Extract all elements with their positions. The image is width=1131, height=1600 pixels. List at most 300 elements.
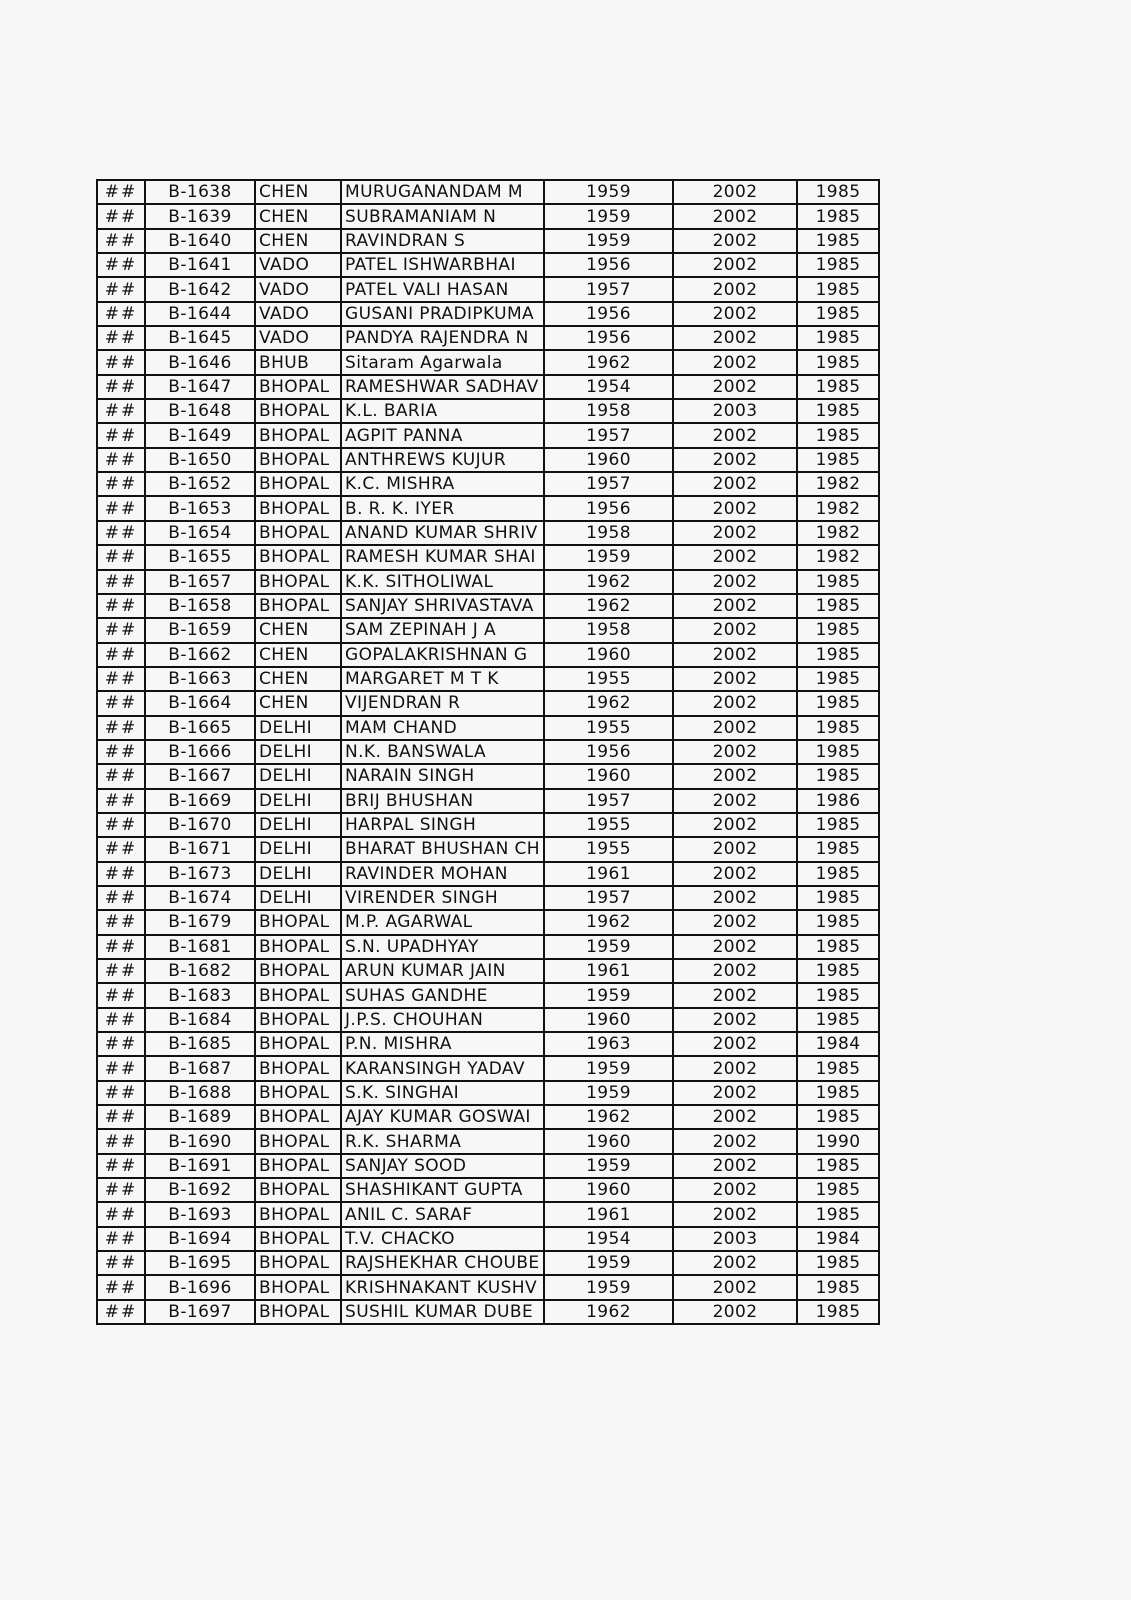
year-cell: 2002 bbox=[673, 1105, 797, 1129]
table-row bbox=[97, 935, 879, 959]
row-index-cell: ## bbox=[97, 691, 145, 715]
birth-year-cell: 1956 bbox=[544, 326, 673, 350]
year-cell: 2002 bbox=[673, 448, 797, 472]
code-cell: B-1638 bbox=[145, 180, 255, 204]
city-cell: BHOPAL bbox=[255, 1275, 341, 1299]
row-index-cell: ## bbox=[97, 375, 145, 399]
year-cell: 2002 bbox=[673, 472, 797, 496]
year-cell: 2002 bbox=[673, 959, 797, 983]
birth-year-cell: 1955 bbox=[544, 667, 673, 691]
year-cell: 2002 bbox=[673, 496, 797, 520]
row-index-cell: ## bbox=[97, 716, 145, 740]
joining-year-cell: 1985 bbox=[797, 1008, 879, 1032]
birth-year-cell: 1960 bbox=[544, 448, 673, 472]
city-cell: BHOPAL bbox=[255, 375, 341, 399]
joining-year-cell: 1985 bbox=[797, 1251, 879, 1275]
table-row bbox=[97, 570, 879, 594]
row-index-cell: ## bbox=[97, 959, 145, 983]
name-cell: P.N. MISHRA bbox=[341, 1032, 544, 1056]
table-row bbox=[97, 399, 879, 423]
code-cell: B-1644 bbox=[145, 302, 255, 326]
joining-year-cell: 1985 bbox=[797, 594, 879, 618]
code-cell: B-1683 bbox=[145, 983, 255, 1007]
code-cell: B-1669 bbox=[145, 789, 255, 813]
name-cell: K.L. BARIA bbox=[341, 399, 544, 423]
table-row bbox=[97, 837, 879, 861]
city-cell: BHOPAL bbox=[255, 910, 341, 934]
row-index-cell: ## bbox=[97, 570, 145, 594]
city-cell: CHEN bbox=[255, 667, 341, 691]
code-cell: B-1649 bbox=[145, 423, 255, 447]
name-cell: ARUN KUMAR JAIN bbox=[341, 959, 544, 983]
table-row bbox=[97, 594, 879, 618]
name-cell: RAVINDER MOHAN bbox=[341, 862, 544, 886]
name-cell: R.K. SHARMA bbox=[341, 1129, 544, 1153]
code-cell: B-1653 bbox=[145, 496, 255, 520]
row-index-cell: ## bbox=[97, 862, 145, 886]
year-cell: 2002 bbox=[673, 594, 797, 618]
birth-year-cell: 1960 bbox=[544, 1129, 673, 1153]
year-cell: 2002 bbox=[673, 1251, 797, 1275]
joining-year-cell: 1985 bbox=[797, 1275, 879, 1299]
code-cell: B-1658 bbox=[145, 594, 255, 618]
year-cell: 2002 bbox=[673, 740, 797, 764]
year-cell: 2002 bbox=[673, 253, 797, 277]
city-cell: BHOPAL bbox=[255, 1251, 341, 1275]
table-row bbox=[97, 886, 879, 910]
code-cell: B-1645 bbox=[145, 326, 255, 350]
birth-year-cell: 1956 bbox=[544, 496, 673, 520]
joining-year-cell: 1985 bbox=[797, 1202, 879, 1226]
year-cell: 2002 bbox=[673, 545, 797, 569]
code-cell: B-1690 bbox=[145, 1129, 255, 1153]
year-cell: 2003 bbox=[673, 1227, 797, 1251]
city-cell: VADO bbox=[255, 253, 341, 277]
row-index-cell: ## bbox=[97, 1202, 145, 1226]
code-cell: B-1688 bbox=[145, 1081, 255, 1105]
row-index-cell: ## bbox=[97, 1300, 145, 1324]
joining-year-cell: 1985 bbox=[797, 764, 879, 788]
code-cell: B-1652 bbox=[145, 472, 255, 496]
birth-year-cell: 1954 bbox=[544, 1227, 673, 1251]
code-cell: B-1684 bbox=[145, 1008, 255, 1032]
city-cell: BHOPAL bbox=[255, 594, 341, 618]
city-cell: DELHI bbox=[255, 740, 341, 764]
name-cell: K.C. MISHRA bbox=[341, 472, 544, 496]
name-cell: ANIL C. SARAF bbox=[341, 1202, 544, 1226]
birth-year-cell: 1960 bbox=[544, 1178, 673, 1202]
joining-year-cell: 1985 bbox=[797, 180, 879, 204]
table-row bbox=[97, 375, 879, 399]
year-cell: 2002 bbox=[673, 1081, 797, 1105]
row-index-cell: ## bbox=[97, 350, 145, 374]
table-row bbox=[97, 1056, 879, 1080]
table-row bbox=[97, 229, 879, 253]
row-index-cell: ## bbox=[97, 1251, 145, 1275]
city-cell: BHOPAL bbox=[255, 959, 341, 983]
row-index-cell: ## bbox=[97, 253, 145, 277]
joining-year-cell: 1985 bbox=[797, 1178, 879, 1202]
city-cell: CHEN bbox=[255, 180, 341, 204]
table-row bbox=[97, 1227, 879, 1251]
birth-year-cell: 1962 bbox=[544, 350, 673, 374]
birth-year-cell: 1961 bbox=[544, 1202, 673, 1226]
birth-year-cell: 1956 bbox=[544, 740, 673, 764]
row-index-cell: ## bbox=[97, 1275, 145, 1299]
birth-year-cell: 1962 bbox=[544, 1105, 673, 1129]
joining-year-cell: 1982 bbox=[797, 472, 879, 496]
table-row bbox=[97, 1178, 879, 1202]
city-cell: BHOPAL bbox=[255, 1227, 341, 1251]
code-cell: B-1689 bbox=[145, 1105, 255, 1129]
code-cell: B-1650 bbox=[145, 448, 255, 472]
name-cell: B. R. K. IYER bbox=[341, 496, 544, 520]
code-cell: B-1639 bbox=[145, 204, 255, 228]
table-row bbox=[97, 496, 879, 520]
table-row bbox=[97, 813, 879, 837]
table-row bbox=[97, 472, 879, 496]
row-index-cell: ## bbox=[97, 204, 145, 228]
table-row bbox=[97, 521, 879, 545]
year-cell: 2002 bbox=[673, 1275, 797, 1299]
table-row bbox=[97, 643, 879, 667]
row-index-cell: ## bbox=[97, 1056, 145, 1080]
joining-year-cell: 1985 bbox=[797, 691, 879, 715]
row-index-cell: ## bbox=[97, 1178, 145, 1202]
table-row bbox=[97, 983, 879, 1007]
joining-year-cell: 1985 bbox=[797, 935, 879, 959]
birth-year-cell: 1959 bbox=[544, 1056, 673, 1080]
year-cell: 2002 bbox=[673, 302, 797, 326]
name-cell: GOPALAKRISHNAN G bbox=[341, 643, 544, 667]
row-index-cell: ## bbox=[97, 886, 145, 910]
name-cell: SUHAS GANDHE bbox=[341, 983, 544, 1007]
year-cell: 2002 bbox=[673, 1032, 797, 1056]
joining-year-cell: 1985 bbox=[797, 983, 879, 1007]
city-cell: BHOPAL bbox=[255, 423, 341, 447]
birth-year-cell: 1961 bbox=[544, 959, 673, 983]
code-cell: B-1682 bbox=[145, 959, 255, 983]
birth-year-cell: 1959 bbox=[544, 229, 673, 253]
data-table bbox=[96, 179, 880, 1325]
table-row bbox=[97, 1202, 879, 1226]
name-cell: PATEL VALI HASAN bbox=[341, 277, 544, 301]
joining-year-cell: 1984 bbox=[797, 1227, 879, 1251]
name-cell: SUSHIL KUMAR DUBE bbox=[341, 1300, 544, 1324]
code-cell: B-1670 bbox=[145, 813, 255, 837]
city-cell: VADO bbox=[255, 326, 341, 350]
code-cell: B-1695 bbox=[145, 1251, 255, 1275]
code-cell: B-1681 bbox=[145, 935, 255, 959]
name-cell: RAMESH KUMAR SHAI bbox=[341, 545, 544, 569]
birth-year-cell: 1955 bbox=[544, 716, 673, 740]
city-cell: BHOPAL bbox=[255, 935, 341, 959]
year-cell: 2002 bbox=[673, 1008, 797, 1032]
name-cell: M.P. AGARWAL bbox=[341, 910, 544, 934]
year-cell: 2002 bbox=[673, 886, 797, 910]
name-cell: BRIJ BHUSHAN bbox=[341, 789, 544, 813]
city-cell: BHOPAL bbox=[255, 1056, 341, 1080]
name-cell: SHASHIKANT GUPTA bbox=[341, 1178, 544, 1202]
row-index-cell: ## bbox=[97, 910, 145, 934]
name-cell: S.N. UPADHYAY bbox=[341, 935, 544, 959]
row-index-cell: ## bbox=[97, 1227, 145, 1251]
birth-year-cell: 1960 bbox=[544, 764, 673, 788]
row-index-cell: ## bbox=[97, 180, 145, 204]
joining-year-cell: 1982 bbox=[797, 521, 879, 545]
joining-year-cell: 1985 bbox=[797, 326, 879, 350]
city-cell: CHEN bbox=[255, 691, 341, 715]
row-index-cell: ## bbox=[97, 837, 145, 861]
birth-year-cell: 1957 bbox=[544, 277, 673, 301]
city-cell: BHOPAL bbox=[255, 1300, 341, 1324]
row-index-cell: ## bbox=[97, 643, 145, 667]
table-row bbox=[97, 1154, 879, 1178]
code-cell: B-1673 bbox=[145, 862, 255, 886]
year-cell: 2002 bbox=[673, 1178, 797, 1202]
name-cell: BHARAT BHUSHAN CH bbox=[341, 837, 544, 861]
code-cell: B-1662 bbox=[145, 643, 255, 667]
row-index-cell: ## bbox=[97, 423, 145, 447]
city-cell: BHOPAL bbox=[255, 521, 341, 545]
joining-year-cell: 1985 bbox=[797, 910, 879, 934]
code-cell: B-1679 bbox=[145, 910, 255, 934]
city-cell: BHUB bbox=[255, 350, 341, 374]
name-cell: Sitaram Agarwala bbox=[341, 350, 544, 374]
table-row bbox=[97, 1300, 879, 1324]
year-cell: 2002 bbox=[673, 350, 797, 374]
joining-year-cell: 1985 bbox=[797, 423, 879, 447]
year-cell: 2002 bbox=[673, 643, 797, 667]
table-row bbox=[97, 764, 879, 788]
city-cell: CHEN bbox=[255, 618, 341, 642]
table-row bbox=[97, 253, 879, 277]
year-cell: 2002 bbox=[673, 326, 797, 350]
birth-year-cell: 1957 bbox=[544, 423, 673, 447]
name-cell: NARAIN SINGH bbox=[341, 764, 544, 788]
name-cell: MARGARET M T K bbox=[341, 667, 544, 691]
name-cell: SAM ZEPINAH J A bbox=[341, 618, 544, 642]
row-index-cell: ## bbox=[97, 813, 145, 837]
year-cell: 2002 bbox=[673, 570, 797, 594]
code-cell: B-1646 bbox=[145, 350, 255, 374]
table-row bbox=[97, 1251, 879, 1275]
code-cell: B-1663 bbox=[145, 667, 255, 691]
birth-year-cell: 1959 bbox=[544, 204, 673, 228]
code-cell: B-1647 bbox=[145, 375, 255, 399]
birth-year-cell: 1955 bbox=[544, 813, 673, 837]
joining-year-cell: 1985 bbox=[797, 1154, 879, 1178]
joining-year-cell: 1985 bbox=[797, 350, 879, 374]
joining-year-cell: 1986 bbox=[797, 789, 879, 813]
code-cell: B-1693 bbox=[145, 1202, 255, 1226]
table-row bbox=[97, 180, 879, 204]
row-index-cell: ## bbox=[97, 740, 145, 764]
row-index-cell: ## bbox=[97, 326, 145, 350]
code-cell: B-1640 bbox=[145, 229, 255, 253]
table-row bbox=[97, 740, 879, 764]
row-index-cell: ## bbox=[97, 545, 145, 569]
name-cell: RAMESHWAR SADHAV bbox=[341, 375, 544, 399]
year-cell: 2002 bbox=[673, 618, 797, 642]
birth-year-cell: 1957 bbox=[544, 472, 673, 496]
name-cell: SANJAY SOOD bbox=[341, 1154, 544, 1178]
year-cell: 2002 bbox=[673, 229, 797, 253]
name-cell: T.V. CHACKO bbox=[341, 1227, 544, 1251]
table-row bbox=[97, 1105, 879, 1129]
joining-year-cell: 1985 bbox=[797, 959, 879, 983]
code-cell: B-1657 bbox=[145, 570, 255, 594]
birth-year-cell: 1956 bbox=[544, 253, 673, 277]
row-index-cell: ## bbox=[97, 448, 145, 472]
joining-year-cell: 1982 bbox=[797, 545, 879, 569]
year-cell: 2002 bbox=[673, 764, 797, 788]
name-cell: VIRENDER SINGH bbox=[341, 886, 544, 910]
joining-year-cell: 1985 bbox=[797, 813, 879, 837]
year-cell: 2002 bbox=[673, 375, 797, 399]
joining-year-cell: 1985 bbox=[797, 399, 879, 423]
birth-year-cell: 1959 bbox=[544, 1081, 673, 1105]
row-index-cell: ## bbox=[97, 302, 145, 326]
table-row bbox=[97, 1275, 879, 1299]
name-cell: HARPAL SINGH bbox=[341, 813, 544, 837]
name-cell: ANAND KUMAR SHRIV bbox=[341, 521, 544, 545]
table-row bbox=[97, 423, 879, 447]
row-index-cell: ## bbox=[97, 1129, 145, 1153]
birth-year-cell: 1957 bbox=[544, 789, 673, 813]
code-cell: B-1697 bbox=[145, 1300, 255, 1324]
row-index-cell: ## bbox=[97, 472, 145, 496]
birth-year-cell: 1959 bbox=[544, 1251, 673, 1275]
city-cell: BHOPAL bbox=[255, 448, 341, 472]
joining-year-cell: 1985 bbox=[797, 375, 879, 399]
city-cell: DELHI bbox=[255, 764, 341, 788]
table-row bbox=[97, 1129, 879, 1153]
birth-year-cell: 1959 bbox=[544, 1154, 673, 1178]
code-cell: B-1687 bbox=[145, 1056, 255, 1080]
code-cell: B-1691 bbox=[145, 1154, 255, 1178]
birth-year-cell: 1962 bbox=[544, 1300, 673, 1324]
row-index-cell: ## bbox=[97, 521, 145, 545]
code-cell: B-1664 bbox=[145, 691, 255, 715]
table-row bbox=[97, 959, 879, 983]
name-cell: PANDYA RAJENDRA N bbox=[341, 326, 544, 350]
row-index-cell: ## bbox=[97, 1032, 145, 1056]
birth-year-cell: 1959 bbox=[544, 180, 673, 204]
city-cell: BHOPAL bbox=[255, 1154, 341, 1178]
joining-year-cell: 1985 bbox=[797, 204, 879, 228]
row-index-cell: ## bbox=[97, 594, 145, 618]
row-index-cell: ## bbox=[97, 229, 145, 253]
name-cell: RAJSHEKHAR CHOUBE bbox=[341, 1251, 544, 1275]
row-index-cell: ## bbox=[97, 1154, 145, 1178]
row-index-cell: ## bbox=[97, 618, 145, 642]
name-cell: K.K. SITHOLIWAL bbox=[341, 570, 544, 594]
joining-year-cell: 1985 bbox=[797, 448, 879, 472]
joining-year-cell: 1982 bbox=[797, 496, 879, 520]
table-row bbox=[97, 691, 879, 715]
joining-year-cell: 1985 bbox=[797, 277, 879, 301]
row-index-cell: ## bbox=[97, 277, 145, 301]
city-cell: VADO bbox=[255, 277, 341, 301]
birth-year-cell: 1959 bbox=[544, 1275, 673, 1299]
table-row bbox=[97, 862, 879, 886]
name-cell: SUBRAMANIAM N bbox=[341, 204, 544, 228]
joining-year-cell: 1984 bbox=[797, 1032, 879, 1056]
name-cell: ANTHREWS KUJUR bbox=[341, 448, 544, 472]
joining-year-cell: 1990 bbox=[797, 1129, 879, 1153]
joining-year-cell: 1985 bbox=[797, 740, 879, 764]
table-row bbox=[97, 277, 879, 301]
table-row bbox=[97, 545, 879, 569]
code-cell: B-1648 bbox=[145, 399, 255, 423]
code-cell: B-1641 bbox=[145, 253, 255, 277]
joining-year-cell: 1985 bbox=[797, 1105, 879, 1129]
city-cell: DELHI bbox=[255, 789, 341, 813]
row-index-cell: ## bbox=[97, 789, 145, 813]
year-cell: 2002 bbox=[673, 204, 797, 228]
table-row bbox=[97, 789, 879, 813]
joining-year-cell: 1985 bbox=[797, 302, 879, 326]
joining-year-cell: 1985 bbox=[797, 570, 879, 594]
code-cell: B-1696 bbox=[145, 1275, 255, 1299]
birth-year-cell: 1962 bbox=[544, 691, 673, 715]
name-cell: MAM CHAND bbox=[341, 716, 544, 740]
year-cell: 2002 bbox=[673, 983, 797, 1007]
birth-year-cell: 1961 bbox=[544, 862, 673, 886]
city-cell: BHOPAL bbox=[255, 1008, 341, 1032]
birth-year-cell: 1958 bbox=[544, 399, 673, 423]
year-cell: 2002 bbox=[673, 837, 797, 861]
city-cell: BHOPAL bbox=[255, 1178, 341, 1202]
city-cell: BHOPAL bbox=[255, 570, 341, 594]
birth-year-cell: 1960 bbox=[544, 643, 673, 667]
year-cell: 2002 bbox=[673, 910, 797, 934]
name-cell: AJAY KUMAR GOSWAI bbox=[341, 1105, 544, 1129]
city-cell: BHOPAL bbox=[255, 399, 341, 423]
row-index-cell: ## bbox=[97, 1081, 145, 1105]
code-cell: B-1666 bbox=[145, 740, 255, 764]
code-cell: B-1685 bbox=[145, 1032, 255, 1056]
city-cell: BHOPAL bbox=[255, 1081, 341, 1105]
city-cell: CHEN bbox=[255, 643, 341, 667]
birth-year-cell: 1958 bbox=[544, 521, 673, 545]
row-index-cell: ## bbox=[97, 1105, 145, 1129]
name-cell: J.P.S. CHOUHAN bbox=[341, 1008, 544, 1032]
joining-year-cell: 1985 bbox=[797, 618, 879, 642]
code-cell: B-1655 bbox=[145, 545, 255, 569]
city-cell: BHOPAL bbox=[255, 1105, 341, 1129]
city-cell: BHOPAL bbox=[255, 472, 341, 496]
joining-year-cell: 1985 bbox=[797, 1081, 879, 1105]
birth-year-cell: 1963 bbox=[544, 1032, 673, 1056]
birth-year-cell: 1959 bbox=[544, 935, 673, 959]
table-row bbox=[97, 302, 879, 326]
year-cell: 2002 bbox=[673, 667, 797, 691]
code-cell: B-1659 bbox=[145, 618, 255, 642]
city-cell: DELHI bbox=[255, 837, 341, 861]
name-cell: S.K. SINGHAI bbox=[341, 1081, 544, 1105]
year-cell: 2002 bbox=[673, 1300, 797, 1324]
joining-year-cell: 1985 bbox=[797, 253, 879, 277]
joining-year-cell: 1985 bbox=[797, 886, 879, 910]
birth-year-cell: 1959 bbox=[544, 983, 673, 1007]
city-cell: BHOPAL bbox=[255, 1202, 341, 1226]
name-cell: KARANSINGH YADAV bbox=[341, 1056, 544, 1080]
year-cell: 2002 bbox=[673, 789, 797, 813]
code-cell: B-1665 bbox=[145, 716, 255, 740]
birth-year-cell: 1959 bbox=[544, 545, 673, 569]
